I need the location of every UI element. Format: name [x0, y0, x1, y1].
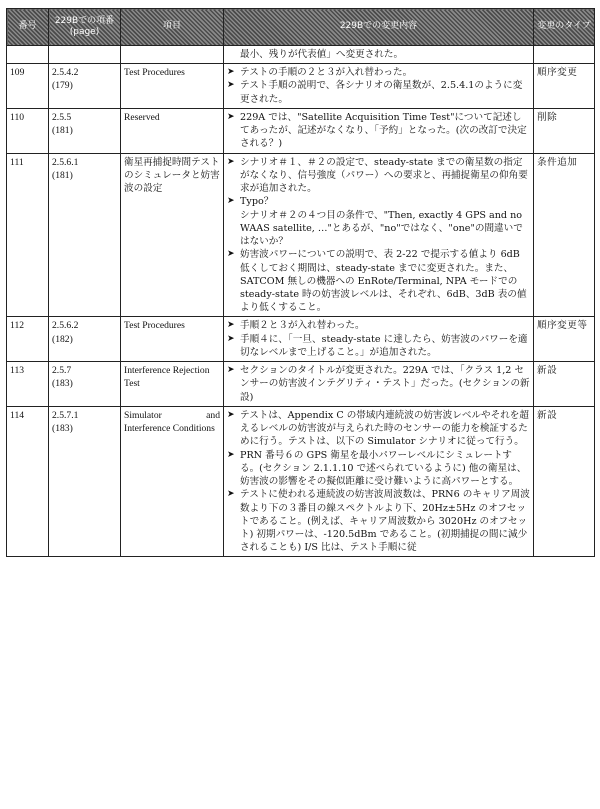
- bullet: ➤ セクションのタイトルが変更された。229A では、「クラス 1,2 センサーの妨害波インテグリティ・テスト」だった。(セクションの新設): [227, 364, 530, 404]
- bullet: ➤ Typo？ シナリオ＃２の４つ目の条件で、"Then, exactly 4 GPS and no WAAS satellite, …"とあるが、"no"ではなく、"one"の間違いではないか？: [227, 195, 530, 248]
- row-item: Test Procedures: [121, 317, 224, 362]
- row-section: 2.5.7 (183): [49, 362, 121, 407]
- row-type: 削除: [534, 108, 595, 153]
- row-section: 2.5.4.2 (179): [49, 64, 121, 109]
- row-item: 衛星再捕捉時間テストのシミュレータと妨害波の設定: [121, 153, 224, 317]
- header-item: 項目: [121, 9, 224, 46]
- row-content: [224, 153, 534, 317]
- row-type: 条件追加: [534, 153, 595, 317]
- bullet: ➤ テストの手順の２と３が入れ替わった。: [227, 66, 530, 79]
- bullet: ➤ テスト手順の説明で、各シナリオの衛星数が、2.5.4.1のように変更された。: [227, 79, 530, 105]
- row-content: [224, 108, 534, 153]
- row-number: 113: [7, 362, 49, 407]
- row-number: 114: [7, 406, 49, 557]
- bullet: ➤ 229A では、"Satellite Acquisition Time Test"について記述してあったが、記述がなくなり、「予約」となった。(次の改訂で決定される？): [227, 111, 530, 151]
- row-content: [224, 317, 534, 362]
- row-content: [224, 362, 534, 407]
- bullet: ➤ PRN 番号６の GPS 衛星を最小パワーレベルにシミュレートする。(セクション 2.1.1.10 で述べられているように) 他の衛星は、妨害波の影響をその擬似距離に受け難いように高パワーとする。: [227, 449, 530, 489]
- row-type: 新設: [534, 406, 595, 557]
- header-num: 番号: [7, 9, 49, 46]
- table-row: [7, 46, 595, 64]
- table-row: [7, 108, 595, 153]
- header-type: 変更のタイプ: [534, 9, 595, 46]
- header-section: 229Bでの項番(page): [49, 9, 121, 46]
- row-content: [224, 64, 534, 109]
- bullet: ➤ 手順４に、「一旦、steady-state に達したら、妨害波のパワーを適切なレベルまで上げること。」が追加された。: [227, 333, 530, 359]
- table-row: [7, 317, 595, 362]
- continuation-text: 最小、残りが代表値」へ変更された。: [240, 49, 404, 60]
- row-item: Interference Rejection Test: [121, 362, 224, 407]
- row-number: 112: [7, 317, 49, 362]
- row-type: 順序変更: [534, 64, 595, 109]
- row-section: 2.5.6.2 (182): [49, 317, 121, 362]
- change-table: [6, 8, 595, 557]
- table-header-row: [7, 9, 595, 46]
- table-row: [7, 406, 595, 557]
- bullet: ➤ シナリオ＃１、＃２の設定で、steady-state までの衛星数の指定がなくなり、信号強度（パワー）への要求と、再捕捉衛星の仰角要求が追加された。: [227, 156, 530, 196]
- row-number: 109: [7, 64, 49, 109]
- row-content: [224, 406, 534, 557]
- row-section: 2.5.7.1 (183): [49, 406, 121, 557]
- bullet: ➤ テストは、Appendix C の帯域内連続波の妨害波レベルやそれを超えるレベルの妨害波が与えられた時のセンサーの能力を検証するために行う。テストは、以下の Simulator シナリオに従って行う。: [227, 409, 530, 449]
- row-section: 2.5.5 (181): [49, 108, 121, 153]
- header-content: 229Bでの変更内容: [224, 9, 534, 46]
- row-item: Simulator and Interference Conditions: [121, 406, 224, 557]
- row-item: Reserved: [121, 108, 224, 153]
- row-number: 111: [7, 153, 49, 317]
- typo-note: シナリオ＃２の４つ目の条件で、"Then, exactly 4 GPS and no WAAS satellite, …"とあるが、"no"ではなく、"one"の間違いではないか？: [240, 209, 523, 248]
- bullet: ➤ 手順２と３が入れ替わった。: [227, 319, 530, 332]
- table-row: [7, 64, 595, 109]
- bullet: ➤ テストに使われる連続波の妨害波周波数は、PRN6 のキャリア周波数より下の３番目の線スペクトルより下、20Hz±5Hz のオフセットであること。(例えば、キャリア周波数から 3020Hz のオフセット) 初期パワーは、-120.5dBm であること。(初期捕捉の間に減少されることも) I/S 比は、テスト手順に従: [227, 488, 530, 554]
- row-number: 110: [7, 108, 49, 153]
- row-section: 2.5.6.1 (181): [49, 153, 121, 317]
- row-type: 順序変更等: [534, 317, 595, 362]
- table-row: [7, 362, 595, 407]
- row-type: 新設: [534, 362, 595, 407]
- row-item: Test Procedures: [121, 64, 224, 109]
- bullet: ➤ 妨害波パワーについての説明で、表 2-22 で提示する値より 6dB 低くしておく期間は、steady-state までに変更された。また、SATCOM 無しの機器への EnRote/Terminal, NPA モードでの steady-state 時の妨害波レベルは、それぞれ、6dB、3dB 表の値より低くすること。: [227, 248, 530, 314]
- table-row: [7, 153, 595, 317]
